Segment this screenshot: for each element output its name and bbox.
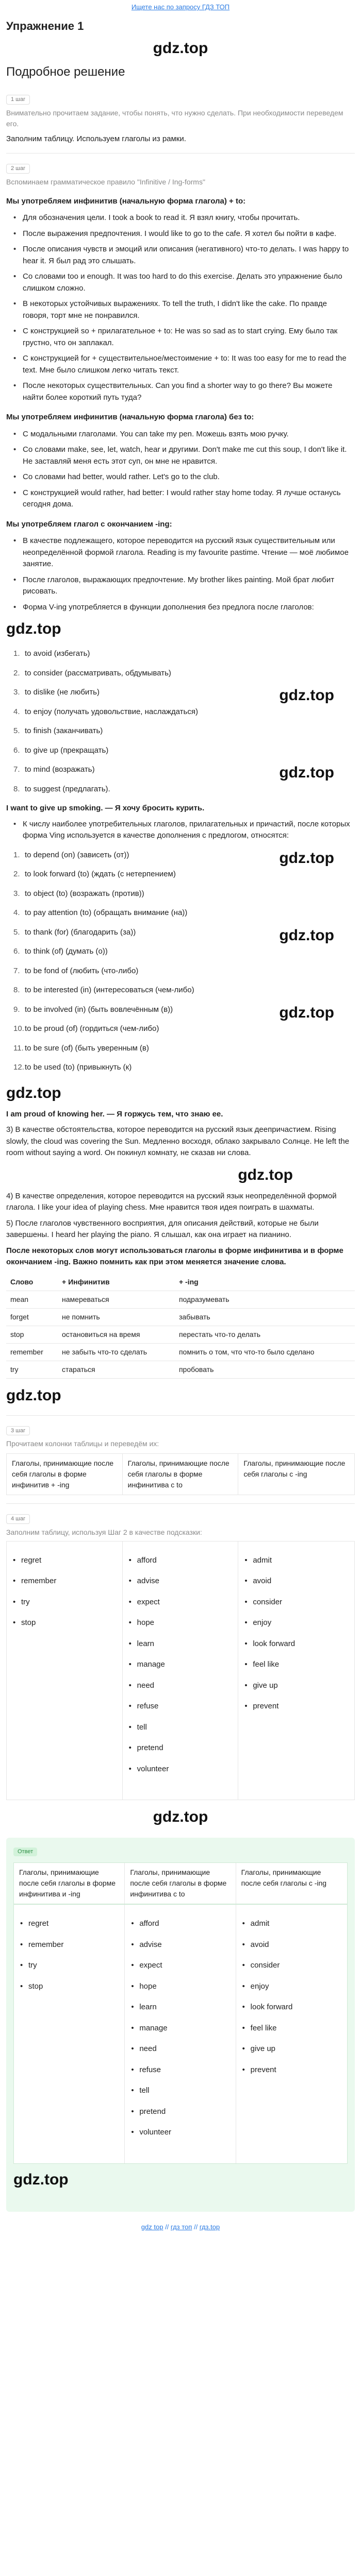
list-item: • После выражения предпочтения. I would like to go to the cafe. Я хотел бы пойти в кафе. bbox=[13, 228, 355, 240]
divider bbox=[6, 153, 355, 154]
ing-list bbox=[6, 535, 355, 613]
list-item: • afford bbox=[128, 1555, 233, 1567]
footer-link[interactable]: гдз топ bbox=[170, 2223, 192, 2231]
table-header: Слово bbox=[6, 1274, 58, 1291]
list-item: • После описания чувств и эмоций или описания (негативного) что-то делать. I was happy to hear it. Я был рад это слышать. bbox=[13, 244, 355, 267]
list-item: • look forward bbox=[243, 1638, 349, 1650]
column-ing bbox=[236, 1905, 347, 2163]
list-item: • hope bbox=[128, 1617, 233, 1629]
answer-columns bbox=[13, 1904, 348, 2164]
list-item: • stop bbox=[12, 1617, 117, 1629]
list-item: • pretend bbox=[130, 2106, 230, 2118]
column-header: Глаголы, принимающие после себя глаголы в форме инфинитива с to bbox=[123, 1454, 239, 1495]
list-item: • Со словами had better, would rather. Let's go to the club. bbox=[13, 471, 355, 483]
list-item: 7. to mind (возражать) gdz.top bbox=[13, 764, 355, 776]
watermark: gdz.top bbox=[153, 1808, 208, 1825]
column-to bbox=[123, 1541, 239, 1800]
list-item: 1. to avoid (избегать) bbox=[13, 649, 90, 658]
list-item: • tell bbox=[130, 2085, 230, 2097]
solution-title: Подробное решение bbox=[6, 65, 125, 79]
list-item: • try bbox=[12, 1597, 117, 1608]
list-item: 6. to give up (прекращать) bbox=[13, 745, 109, 755]
inf-to-list bbox=[6, 212, 355, 403]
list-item: 3. to dislike (не любить) gdz.top bbox=[13, 687, 355, 699]
step-hint: Вспоминаем грамматическое правило "Infinitive / Ing-forms" bbox=[6, 177, 205, 186]
table-row: forget не помнить забывать bbox=[6, 1308, 355, 1326]
table-row: stop остановиться на время перестать что-то делать bbox=[6, 1326, 355, 1343]
section-heading: Мы употребляем инфинитив (начальную форма глагола) без to: bbox=[6, 413, 254, 421]
columns-header bbox=[6, 1453, 355, 1495]
list-item: • После глаголов, выражающих предпочтение. My brother likes painting. Мой брат любит рисовать. bbox=[13, 574, 355, 598]
list-item: • regret bbox=[12, 1555, 117, 1567]
list-item: • enjoy bbox=[241, 1981, 342, 1993]
list-item: 5. to thank (for) (благодарить (за)) gdz.top bbox=[13, 927, 355, 939]
list-item: 2. to consider (рассматривать, обдумывать) bbox=[13, 668, 171, 677]
step-hint: Прочитаем колонки таблицы и переведём их: bbox=[6, 1439, 159, 1448]
watermark: gdz.top bbox=[238, 1166, 293, 1183]
watermark: gdz.top bbox=[153, 40, 208, 57]
table-row: mean намереваться подразумевать bbox=[6, 1291, 355, 1308]
list-item: • manage bbox=[130, 2023, 230, 2035]
list-item: • remember bbox=[19, 1939, 119, 1951]
column-header: Глаголы, принимающие после себя глаголы в форме инфинитив + -ing bbox=[7, 1454, 123, 1495]
step-label: 2 шаг bbox=[6, 164, 30, 174]
column-to bbox=[125, 1905, 236, 2163]
list-item: • admit bbox=[241, 1918, 342, 1930]
list-item: • tell bbox=[128, 1722, 233, 1734]
list-item: • avoid bbox=[243, 1575, 349, 1587]
list-item: • prevent bbox=[243, 1701, 349, 1713]
list-item: • После некоторых существительных. Can you find a shorter way to go there? Вы можете найти более короткий путь туда? bbox=[13, 380, 355, 403]
list-item: • Форма V-ing употребляется в функции дополнения без предлога после глаголов: bbox=[13, 602, 355, 614]
list-item: • stop bbox=[19, 1981, 119, 1993]
ing-verbs-list bbox=[6, 648, 355, 795]
filled-columns bbox=[6, 1541, 355, 1801]
column-both bbox=[7, 1541, 123, 1800]
watermark: gdz.top bbox=[279, 1004, 334, 1021]
rule-paragraph: 3) В качестве обстоятельства, которое переводится на русский язык деепричастием. Rising slowly, the cloud was covering the Sun. Медленно восходя, облако закрывало Солнце. He left the room without saying a word. Он покинул комнату, не сказав ни слова. bbox=[6, 1125, 350, 1157]
answer-box bbox=[6, 1838, 355, 2212]
example: I want to give up smoking. — Я хочу бросить курить. bbox=[6, 804, 205, 812]
watermark: gdz.top bbox=[13, 2171, 69, 2188]
column-both bbox=[14, 1905, 125, 2163]
both-heading: После некоторых слов могут использоваться глаголы в форме инфинитива и в форме окончанием -ing. Важно помнить как при этом меняется значение слова. bbox=[6, 1246, 343, 1266]
list-item: • feel like bbox=[241, 2023, 342, 2035]
list-item: 8. to suggest (предлагать). bbox=[13, 784, 110, 793]
column-header: Глаголы, принимающие после себя глаголы в форме инфинитива и -ing bbox=[14, 1863, 125, 1904]
list-item: 2. to look forward (to) (ждать (с нетерпением) bbox=[13, 870, 176, 878]
ing-list-2 bbox=[6, 819, 355, 842]
list-item: 12.to be used (to) (привыкнуть (к) bbox=[13, 1063, 132, 1072]
column-header: Глаголы, принимающие после себя глаголы с -ing bbox=[241, 1868, 327, 1887]
step-text: Заполним таблицу. Используем глаголы из рамки. bbox=[6, 134, 186, 143]
section-heading: Мы употребляем инфинитив (начальную форма глагола) + to: bbox=[6, 196, 246, 206]
list-item: • volunteer bbox=[128, 1764, 233, 1775]
column-ing bbox=[238, 1541, 354, 1800]
list-item: • manage bbox=[128, 1659, 233, 1671]
prep-verbs-list bbox=[6, 850, 355, 1074]
column-header: Глаголы, принимающие после себя глаголы в форме инфинитива с to bbox=[125, 1863, 236, 1904]
both-table bbox=[6, 1274, 355, 1379]
watermark: gdz.top bbox=[279, 926, 334, 944]
list-item: • give up bbox=[241, 2043, 342, 2055]
list-item: • learn bbox=[130, 2002, 230, 2013]
step-hint: Внимательно прочитаем задание, чтобы понять, что нужно сделать. При необходимости переведем его. bbox=[6, 108, 343, 128]
list-item: 4. to pay attention (to) (обращать внимание (на)) bbox=[13, 908, 188, 917]
divider bbox=[6, 1503, 355, 1504]
list-item: • К числу наиболее употребительных глаголов, прилагательных и причастий, после которых форма Ving используется в качестве дополнения с предлогом, относятся: bbox=[13, 819, 355, 842]
watermark: gdz.top bbox=[6, 1386, 61, 1404]
list-item: 9. to be involved (in) (быть вовлечённым (в)) gdz.top bbox=[13, 1004, 355, 1016]
table-row: try стараться пробовать bbox=[6, 1361, 355, 1378]
rule-paragraph: 4) В качестве определения, которое переводится на русский язык неопределённой формой глагола. I like your idea of playing chess. Мне нравится твоя идея поиграть в шахматы. bbox=[6, 1191, 337, 1212]
list-item: • expect bbox=[128, 1597, 233, 1608]
list-item: • remember bbox=[12, 1575, 117, 1587]
watermark: gdz.top bbox=[6, 1084, 61, 1101]
watermark: gdz.top bbox=[279, 764, 334, 781]
list-item: • prevent bbox=[241, 2064, 342, 2076]
list-item: • В качестве подлежащего, которое переводится на русский язык существительным или неопределённой формой глагола. Reading is my favourite pastime. Чтение — моё любимое занятие. bbox=[13, 535, 355, 570]
watermark: gdz.top bbox=[6, 620, 61, 637]
list-item: 11. to be sure (of) (быть уверенным (в) bbox=[13, 1043, 149, 1053]
answer-headers bbox=[13, 1862, 348, 1904]
footer-link[interactable]: гдз.top bbox=[199, 2223, 220, 2231]
table-row: remember не забыть что-то сделать помнить о том, что что-то было сделано bbox=[6, 1343, 355, 1361]
list-item: • С конструкцией so + прилагательное + to: He was so sad as to start crying. Ему было так грустно, что он заплакал. bbox=[13, 326, 355, 349]
list-item: • consider bbox=[241, 1960, 342, 1972]
list-item: 3. to object (to) (возражать (против)) bbox=[13, 889, 144, 898]
list-item: • volunteer bbox=[130, 2127, 230, 2139]
list-item: • need bbox=[130, 2043, 230, 2055]
list-item: • afford bbox=[130, 1918, 230, 1930]
list-item: • consider bbox=[243, 1597, 349, 1608]
watermark: gdz.top bbox=[279, 687, 334, 704]
watermark: gdz.top bbox=[279, 849, 334, 867]
list-item: • С конструкцией for + существительное/местоимение + to: It was too easy for me to read the text. Мне было слишком легко читать текст. bbox=[13, 353, 355, 376]
inf-no-to-list bbox=[6, 429, 355, 511]
list-item: • regret bbox=[19, 1918, 119, 1930]
list-item: • expect bbox=[130, 1960, 230, 1972]
list-item: • refuse bbox=[128, 1701, 233, 1713]
step-3 bbox=[6, 1424, 355, 1496]
divider bbox=[6, 1415, 355, 1416]
list-item: • give up bbox=[243, 1680, 349, 1692]
footer-link[interactable]: gdz top bbox=[141, 2223, 163, 2231]
exercise-title: Упражнение 1 bbox=[6, 20, 84, 32]
step-2 bbox=[6, 162, 355, 1407]
step-1 bbox=[6, 93, 355, 145]
step-hint: Заполним таблицу, используя Шаг 2 в качестве подсказки: bbox=[6, 1528, 202, 1536]
list-item: • avoid bbox=[241, 1939, 342, 1951]
list-item: • enjoy bbox=[243, 1617, 349, 1629]
list-item: • Со словами too и enough. It was too hard to do this exercise. Делать это упражнение было слишком сложно. bbox=[13, 271, 355, 294]
example: I am proud of knowing her. — Я горжусь тем, что знаю ее. bbox=[6, 1109, 223, 1118]
top-link[interactable]: Ищете нас по запросу ГДЗ ТОП bbox=[131, 3, 230, 11]
list-item: • hope bbox=[130, 1981, 230, 1993]
list-item: 1. to depend (on) (зависеть (от)) gdz.top bbox=[13, 850, 355, 861]
list-item: • advise bbox=[130, 1939, 230, 1951]
list-item: • Для обозначения цели. I took a book to read it. Я взял книгу, чтобы прочитать. bbox=[13, 212, 355, 224]
list-item: • admit bbox=[243, 1555, 349, 1567]
table-header: + -ing bbox=[175, 1274, 355, 1291]
list-item: 5. to finish (заканчивать) bbox=[13, 726, 103, 735]
list-item: 8. to be interested (in) (интересоваться (чем-либо) bbox=[13, 986, 194, 994]
list-item: • feel like bbox=[243, 1659, 349, 1671]
section-heading: Мы употребляем глагол с окончанием -ing: bbox=[6, 519, 172, 529]
footer: gdz top // гдз топ // гдз.top bbox=[141, 2223, 220, 2231]
step-label: 1 шаг bbox=[6, 95, 30, 105]
list-item: • Со словами make, see, let, watch, hear и другими. Don't make me cut this soup, I don't like it. Не заставляй меня есть этот суп, он мне не нравится. bbox=[13, 444, 355, 467]
list-item: • advise bbox=[128, 1575, 233, 1587]
list-item: • С модальными глаголами. You can take my pen. Можешь взять мою ручку. bbox=[13, 429, 355, 440]
list-item: • pretend bbox=[128, 1742, 233, 1754]
list-item: 7. to be fond of (любить (что-либо) bbox=[13, 966, 139, 975]
list-item: • try bbox=[19, 1960, 119, 1972]
list-item: • need bbox=[128, 1680, 233, 1692]
column-header: Глаголы, принимающие после себя глаголы с -ing bbox=[243, 1459, 346, 1478]
list-item: • С конструкцией would rather, had better: I would rather stay home today. Я лучше останусь сегодня дома. bbox=[13, 487, 355, 511]
list-item: • refuse bbox=[130, 2064, 230, 2076]
answer-badge: Ответ bbox=[13, 1848, 37, 1856]
list-item: 10.to be proud (of) (гордиться (чем-либо) bbox=[13, 1024, 159, 1033]
step-label: 3 шаг bbox=[6, 1426, 30, 1436]
list-item: • В некоторых устойчивых выражениях. To tell the truth, I didn't like the cake. По правде говоря, торт мне не понравился. bbox=[13, 298, 355, 321]
list-item: • look forward bbox=[241, 2002, 342, 2013]
step-label: 4 шаг bbox=[6, 1514, 30, 1524]
list-item: 4. to enjoy (получать удовольствие, наслаждаться) bbox=[13, 707, 198, 716]
list-item: 6. to think (of) (думать (о)) bbox=[13, 947, 108, 956]
table-header: + Инфинитив bbox=[58, 1274, 175, 1291]
list-item: • learn bbox=[128, 1638, 233, 1650]
rule-paragraph: 5) После глаголов чувственного восприятия, для описания действий, которые не были завершены. I heard her playing the piano. Я слышал, как она играет на пианино. bbox=[6, 1218, 319, 1239]
step-4 bbox=[6, 1512, 355, 1828]
